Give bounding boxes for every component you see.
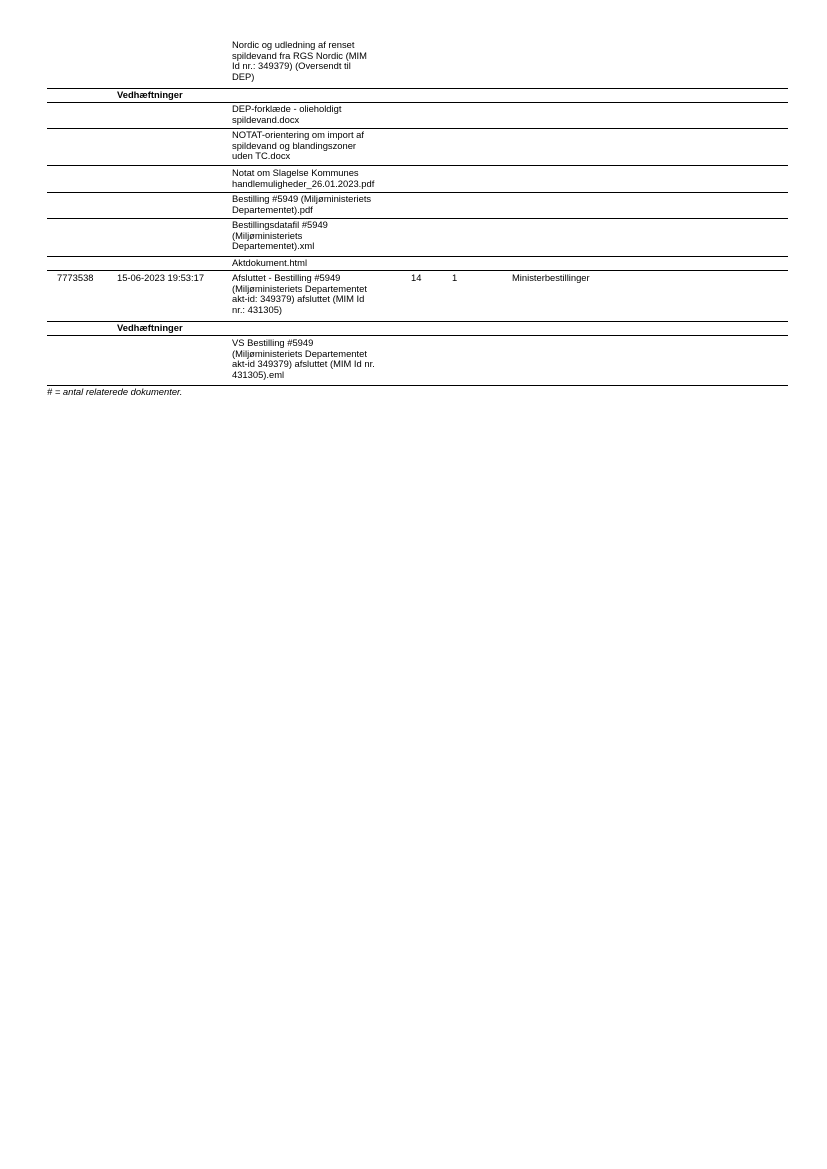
record-date: 15-06-2023 19:53:17 (117, 272, 205, 283)
row-divider (47, 128, 788, 129)
text-line: (Miljøministeriets Departementet (232, 282, 367, 294)
attachment-item[interactable] (232, 104, 341, 125)
row-divider (47, 192, 788, 193)
attachment-item[interactable] (232, 130, 364, 162)
text-line: spildevand.docx (232, 113, 300, 125)
text-line: (Miljøministeriets (232, 229, 303, 241)
continued-title (232, 40, 367, 82)
text-line: akt-id: 349379) afsluttet (MIM Id (232, 293, 365, 305)
text-line: Id nr.: 349379) (Oversendt til (232, 60, 351, 72)
text-line: DEP-forklæde - olieholdigt (232, 103, 342, 114)
text-line: 431305).eml (232, 368, 285, 380)
text-line: nr.: 431305) (232, 303, 283, 315)
text-line: Bestilling #5949 (Miljøministeriets (232, 193, 372, 204)
attachment-item[interactable] (232, 258, 307, 269)
attachment-item[interactable] (232, 220, 328, 252)
text-line: Departementet).pdf (232, 203, 313, 215)
text-line: NOTAT-orientering om import af (232, 129, 364, 140)
text-line: Notat om Slagelse Kommunes (232, 167, 359, 178)
record-count-b: 1 (452, 272, 458, 283)
row-divider (47, 270, 788, 271)
text-line: handlemuligheder_26.01.2023.pdf (232, 177, 375, 189)
text-line: uden TC.docx (232, 150, 291, 162)
attachments-heading: Vedhæftninger (117, 322, 183, 333)
attachment-item[interactable] (232, 338, 375, 380)
text-line: Bestillingsdatafil #5949 (232, 219, 328, 230)
row-divider (47, 335, 788, 336)
text-line: Nordic og udledning af renset (232, 39, 355, 50)
text-line: Afsluttet - Bestilling #5949 (232, 272, 341, 283)
text-line: spildevand og blandingszoner (232, 139, 357, 151)
text-line: akt-id 349379) afsluttet (MIM Id nr. (232, 358, 375, 370)
attachments-heading: Vedhæftninger (117, 89, 183, 100)
row-divider (47, 256, 788, 257)
text-line: spildevand fra RGS Nordic (MIM (232, 49, 367, 61)
footnote: # = antal relaterede dokumenter. (47, 386, 183, 397)
row-divider (47, 102, 788, 103)
text-line: DEP) (232, 70, 255, 82)
attachment-item[interactable] (232, 194, 371, 215)
record-category: Ministerbestillinger (512, 272, 590, 283)
record-count-a: 14 (411, 272, 422, 283)
record-id: 7773538 (57, 272, 94, 283)
record-title[interactable] (232, 273, 367, 315)
text-line: Aktdokument.html (232, 257, 308, 268)
text-line: Departementet).xml (232, 240, 315, 252)
text-line: VS Bestilling #5949 (232, 337, 314, 348)
row-divider (47, 218, 788, 219)
text-line: (Miljøministeriets Departementet (232, 347, 367, 359)
attachment-item[interactable] (232, 168, 374, 189)
row-divider (47, 165, 788, 166)
